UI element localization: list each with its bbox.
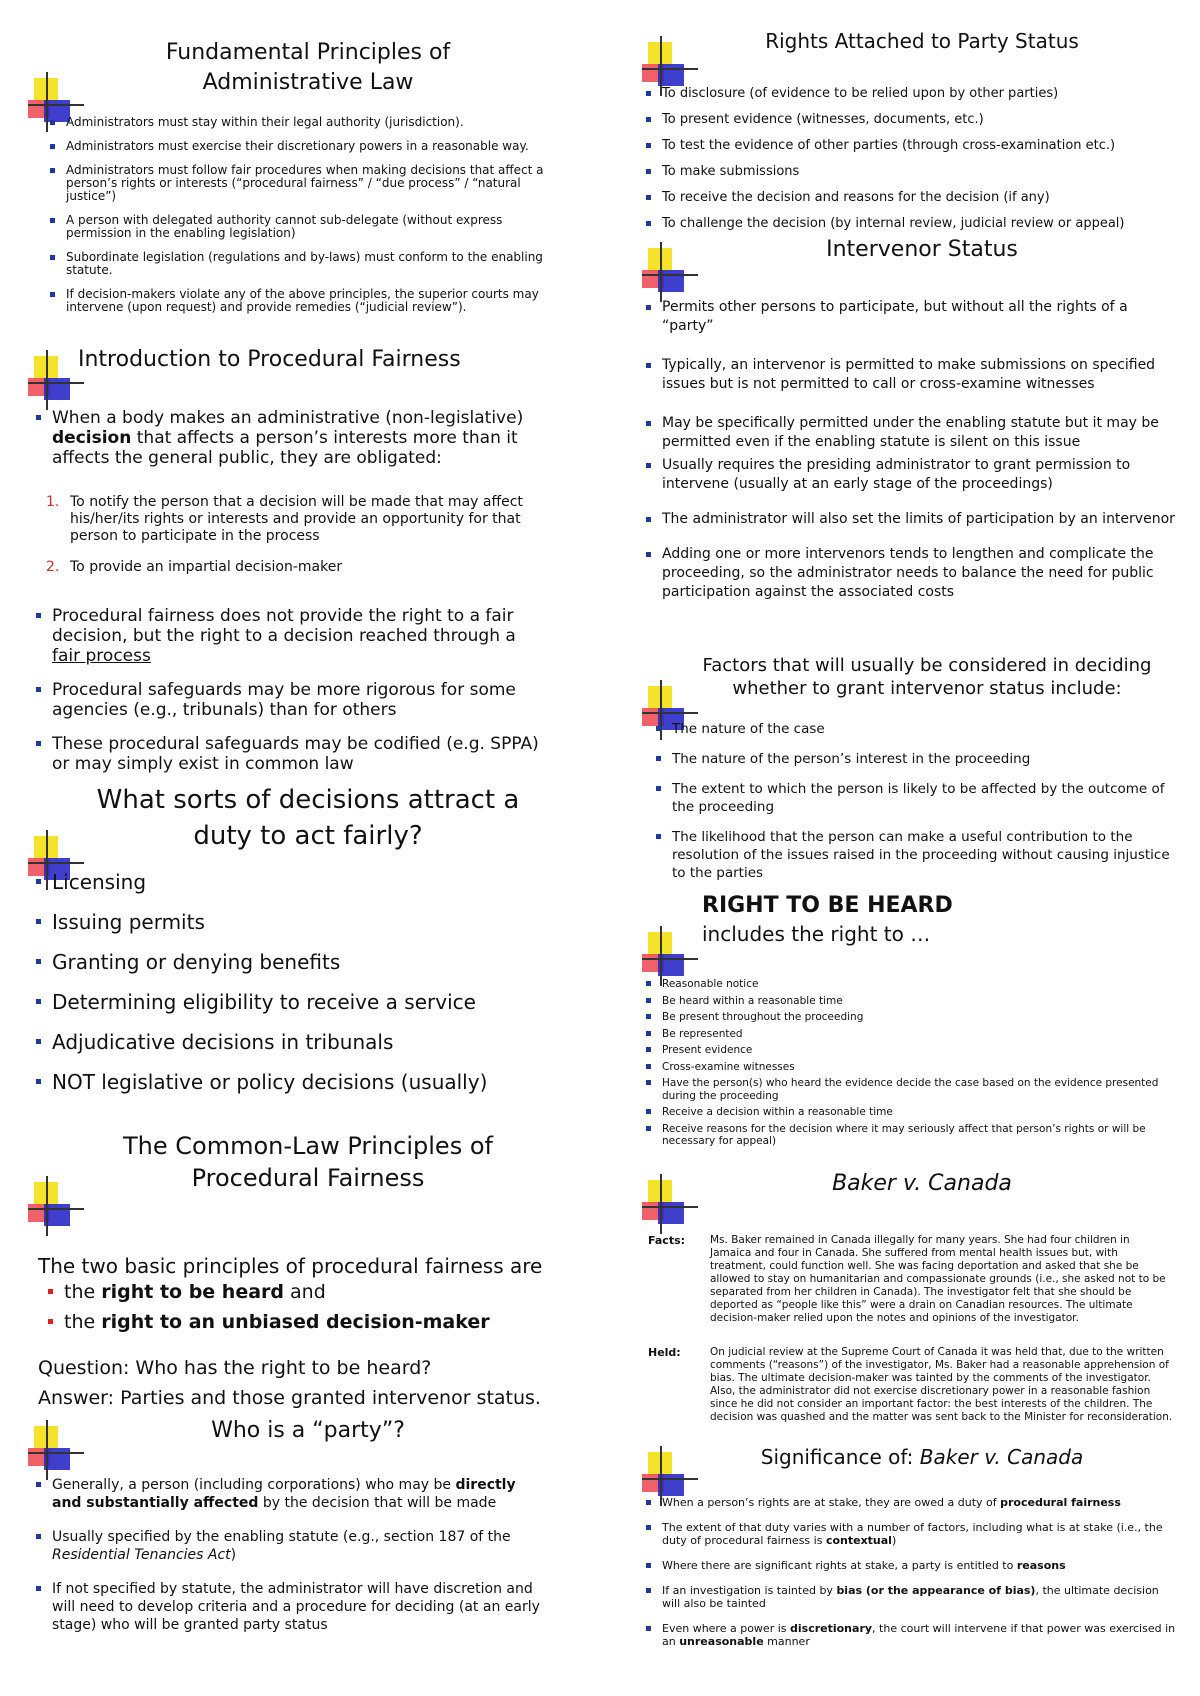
list-item: 2. To provide an impartial decision-maker	[46, 559, 343, 575]
slide-common-law-principles	[28, 1126, 568, 1416]
facts-text: Ms. Baker remained in Canada illegally for many years. She had four children in Jamaica and four in Canada. She suffered from mental health issues but, with treatment, could function well. She was facing deportation and asked that she be allowed to stay on humanitarian and compassionate grounds (i.e., she asked not to be separated from her children in Canada). The investigator felt that she should be deported as “people like this” were a drain on Canadian resources. The ultimate decision-maker relied upon the notes and opinions of the investigator.	[710, 1234, 1166, 1324]
slide-fundamental-principles	[28, 30, 568, 340]
slide-right-to-be-heard	[642, 892, 1182, 1152]
bullet-list	[36, 1476, 546, 1634]
list-item: Procedural safeguards may be more rigorous for some agencies (e.g., tribunals) than for others	[36, 680, 546, 720]
list-item: If not specified by statute, the administrator will have discretion and will need to develop criteria and a procedure for deciding (at an early stage) who will be granted party status	[36, 1580, 546, 1634]
list-item: When a person’s rights are at stake, they are owed a duty of procedural fairness	[646, 1496, 1178, 1509]
list-item: The nature of the person’s interest in the proceeding	[656, 750, 1176, 768]
list-item: Usually specified by the enabling statute (e.g., section 187 of the Residential Tenancies Act)	[36, 1528, 546, 1564]
list-item: Reasonable notice	[646, 978, 1178, 991]
list-item: NOT legislative or policy decisions (usually)	[36, 1070, 546, 1094]
slide-intervenor-factors	[642, 654, 1182, 894]
slide-title: RIGHT TO BE HEARD	[702, 893, 953, 918]
bullet-list	[36, 870, 546, 1094]
list-item: To disclosure (of evidence to be relied upon by other parties)	[646, 86, 1176, 102]
list-item: Usually requires the presiding administrator to grant permission to intervene (usually at an early stage of the proceedings)	[646, 456, 1176, 494]
numbered-list	[46, 494, 546, 576]
list-item: Administrators must exercise their discretionary powers in a reasonable way.	[50, 140, 550, 153]
slide-title: Significance of: Baker v. Canada	[760, 1445, 1084, 1469]
list-item: the right to be heard and	[48, 1280, 548, 1304]
slide-title: Introduction to Procedural Fairness	[78, 347, 461, 372]
list-item: The likelihood that the person can make a useful contribution to the resolution of the issues raised in the proceeding without causing injustice to the parties	[656, 828, 1176, 882]
list-item: The nature of the case	[656, 720, 1176, 738]
list-item: To test the evidence of other parties (through cross-examination etc.)	[646, 138, 1176, 154]
list-item: Adjudicative decisions in tribunals	[36, 1030, 546, 1054]
list-item: To present evidence (witnesses, documents, etc.)	[646, 112, 1176, 128]
list-item: Administrators must follow fair procedures when making decisions that affect a person’s rights or interests (“procedural fairness” / “due process” / “natural justice”)	[50, 164, 550, 203]
question-text: Question: Who has the right to be heard?	[38, 1357, 432, 1379]
slide-baker-case	[642, 1160, 1182, 1440]
list-item: Adding one or more intervenors tends to lengthen and complicate the proceeding, so the administrator needs to balance the need for public participation against the associated costs	[646, 545, 1176, 602]
principles-intro: The two basic principles of procedural fairness are	[38, 1254, 543, 1278]
slide-title: Baker v. Canada	[832, 1171, 1012, 1196]
slide-title: Factors that will usually be considered in deciding whether to grant intervenor status include:	[702, 655, 1152, 699]
slide-title: The Common-Law Principles of Procedural Fairness	[123, 1132, 493, 1192]
list-item: Be heard within a reasonable time	[646, 995, 1178, 1008]
list-item: Granting or denying benefits	[36, 950, 546, 974]
list-item: Administrators must stay within their legal authority (jurisdiction).	[50, 116, 550, 129]
list-item: The extent to which the person is likely to be affected by the outcome of the proceeding	[656, 780, 1176, 816]
list-item: Determining eligibility to receive a service	[36, 990, 546, 1014]
list-item: Permits other persons to participate, but without all the rights of a “party”	[646, 298, 1176, 336]
slide-duty-to-act-fairly	[28, 782, 568, 1094]
bullet-list	[656, 720, 1176, 882]
list-item: Present evidence	[646, 1044, 1178, 1057]
bullet-list	[48, 1280, 548, 1334]
list-item: Where there are significant rights at stake, a party is entitled to reasons	[646, 1559, 1178, 1572]
list-item: Receive a decision within a reasonable time	[646, 1106, 1178, 1119]
list-item: These procedural safeguards may be codified (e.g. SPPA) or may simply exist in common law	[36, 734, 546, 774]
list-item: Typically, an intervenor is permitted to make submissions on specified issues but is not permitted to call or cross-examine witnesses	[646, 356, 1176, 394]
bullet-list	[646, 978, 1178, 1148]
bullet-list	[646, 298, 1176, 602]
bullet-list	[36, 408, 546, 482]
list-item: Even where a power is discretionary, the court will intervene if that power was exercised in an unreasonable manner	[646, 1622, 1178, 1648]
list-item: Cross-examine witnesses	[646, 1061, 1178, 1074]
list-item: A person with delegated authority cannot sub-delegate (without express permission in the enabling legislation)	[50, 214, 550, 240]
slide-who-is-a-party	[28, 1416, 568, 1686]
held-text: On judicial review at the Supreme Court of Canada it was held that, due to the written comments (“reasons”) of the investigator, Ms. Baker had a reasonable apprehension of bias. The ultimate decision-maker was tainted by the comments of the investigator. Also, the administrator did not exercise discretionary power in a reasonable fashion since he did not consider an important factor: the best interests of the children. The decision was quashed and the matter was sent back to the Minister for reconsideration.	[710, 1346, 1173, 1423]
bullet-list	[50, 116, 550, 314]
slide-decoration-icon	[28, 350, 84, 410]
list-item: To receive the decision and reasons for the decision (if any)	[646, 190, 1176, 206]
facts-label: Facts:	[648, 1234, 686, 1247]
slide-baker-significance	[642, 1440, 1182, 1690]
slide-decoration-icon	[642, 926, 698, 986]
slide-intervenor-status	[642, 236, 1182, 656]
list-item: To make submissions	[646, 164, 1176, 180]
bullet-list	[646, 86, 1176, 232]
slide-procedural-fairness-intro	[28, 340, 568, 780]
list-item: the right to an unbiased decision-maker	[48, 1310, 548, 1334]
slide-title: Fundamental Principles of Administrative Law	[165, 40, 451, 95]
answer-text: Answer: Parties and those granted intervenor status.	[38, 1387, 541, 1409]
list-item: The administrator will also set the limits of participation by an intervenor	[646, 510, 1176, 529]
slide-title: What sorts of decisions attract a duty to act fairly?	[96, 785, 520, 851]
list-item: Have the person(s) who heard the evidence decide the case based on the evidence presented during the proceeding	[646, 1077, 1178, 1102]
held-label: Held:	[648, 1346, 681, 1359]
list-item: Procedural fairness does not provide the right to a fair decision, but the right to a decision reached through a fair process	[36, 606, 546, 666]
list-item: Issuing permits	[36, 910, 546, 934]
list-item: Subordinate legislation (regulations and by-laws) must conform to the enabling statute.	[50, 251, 550, 277]
bullet-list	[646, 1496, 1178, 1648]
bullet-list	[36, 606, 546, 774]
list-item: Generally, a person (including corporations) who may be directly and substantially affected by the decision that will be made	[36, 1476, 546, 1512]
list-item: Be represented	[646, 1028, 1178, 1041]
list-item: 1. To notify the person that a decision will be made that may affect his/her/its rights or interests and provide an opportunity for that person to participate in the process	[46, 494, 523, 544]
slide-title: Who is a “party”?	[211, 1418, 405, 1443]
list-item: To challenge the decision (by internal review, judicial review or appeal)	[646, 216, 1176, 232]
slide-subtitle: includes the right to …	[702, 922, 931, 946]
list-item: When a body makes an administrative (non-legislative) decision that affects a person’s interests more than it affects the general public, they are obligated:	[36, 408, 546, 468]
list-item: May be specifically permitted under the enabling statute but it may be permitted even if the enabling statute is silent on this issue	[646, 414, 1176, 452]
list-item: If an investigation is tainted by bias (or the appearance of bias), the ultimate decision will also be tainted	[646, 1584, 1178, 1610]
slide-rights-party-status	[642, 24, 1182, 244]
slide-title: Rights Attached to Party Status	[765, 29, 1079, 53]
list-item: Licensing	[36, 870, 546, 894]
slide-title: Intervenor Status	[826, 237, 1018, 262]
list-item: Receive reasons for the decision where it may seriously affect that person’s rights or will be necessary for appeal)	[646, 1123, 1178, 1148]
list-item: Be present throughout the proceeding	[646, 1011, 1178, 1024]
list-item: If decision-makers violate any of the above principles, the superior courts may intervene (upon request) and provide remedies (“judicial review”).	[50, 288, 550, 314]
list-item: The extent of that duty varies with a number of factors, including what is at stake (i.e., the duty of procedural fairness is contextual)	[646, 1521, 1178, 1547]
